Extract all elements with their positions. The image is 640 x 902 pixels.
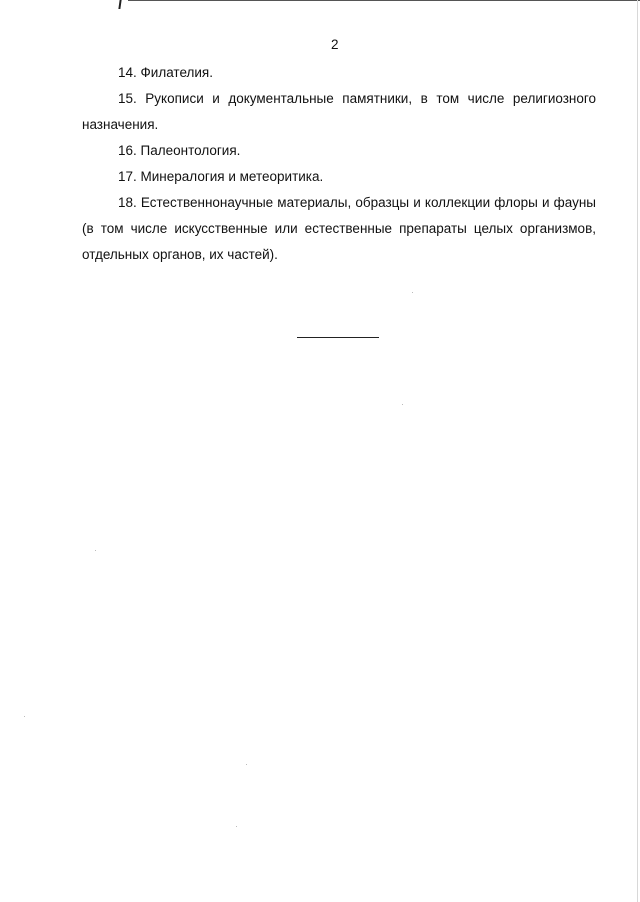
page-number: 2 — [331, 37, 339, 52]
scan-speck — [236, 826, 237, 827]
list-item-14 — [82, 60, 596, 86]
end-of-text-rule — [297, 337, 379, 338]
list-item-15 — [82, 86, 596, 138]
list-item-text: 15. Рукописи и документальные памятники, в том числе религиозного — [118, 91, 596, 106]
scan-right-edge — [637, 0, 638, 902]
list-item-text: (в том числе искусственные или естественные препараты целых организмов, — [82, 221, 596, 236]
scan-speck — [95, 550, 96, 551]
list-item-text: 16. Палеонтология. — [118, 143, 241, 158]
list-item-text: 17. Минералогия и метеоритика. — [118, 169, 324, 184]
scan-speck — [402, 404, 403, 405]
scan-speck — [246, 764, 247, 765]
list-item-17 — [82, 164, 596, 190]
scan-speck — [412, 292, 413, 293]
list-item-text: назначения. — [82, 117, 159, 132]
scan-mark — [118, 0, 121, 9]
list-item-text: 14. Филателия. — [118, 65, 213, 80]
list-item-18 — [82, 190, 596, 268]
list-item-text: отдельных органов, их частей). — [82, 247, 278, 262]
scan-top-edge — [128, 0, 640, 1]
list-item-16 — [82, 138, 596, 164]
list-item-text: 18. Естественнонаучные материалы, образцы и коллекции флоры и фауны — [118, 195, 596, 210]
scan-speck — [24, 716, 25, 717]
